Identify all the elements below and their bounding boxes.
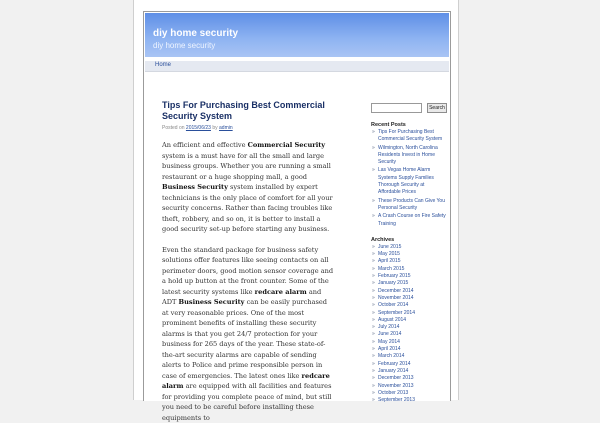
bullet-icon: »: [372, 266, 375, 273]
nav-home-link[interactable]: Home: [155, 62, 171, 68]
bullet-icon: »: [372, 280, 375, 287]
archive-link[interactable]: April 2015: [378, 258, 401, 264]
bullet-icon: »: [372, 244, 375, 251]
post-text: An efficient and effective: [162, 141, 248, 149]
list-item: [371, 244, 447, 251]
list-item: [371, 198, 447, 214]
list-item: [371, 397, 447, 404]
list-item: [371, 273, 447, 280]
bullet-icon: »: [372, 324, 375, 331]
post-text: can be easily purchased at very reasonable prices. One of the most prominent benefits of installing these security alarms is that you get 24/7 protection for your business for 265 days of the year. These state-of-the-art security alarms are capable of sending alerts to Police and prime responsible person in case of emergencies. The latest ones like: [162, 298, 327, 380]
bullet-icon: »: [372, 129, 375, 136]
main-content: [162, 100, 334, 423]
page-column: [133, 0, 459, 400]
bullet-icon: »: [372, 273, 375, 280]
archive-link[interactable]: August 2014: [378, 317, 406, 323]
post-text: system installed by expert technicians is the only place of comfort for all your security concerns. Rather than facing troubles like theft, robbery, and so on, it is better to install a good security set-up before starting any business.: [162, 183, 333, 233]
list-item: [371, 310, 447, 317]
list-item: [371, 390, 447, 397]
archive-link[interactable]: March 2015: [378, 266, 404, 272]
sidebar: [371, 103, 447, 404]
list-item: [371, 266, 447, 273]
recent-post-link[interactable]: Wilmington, North Carolina Residents Invest in Home Security: [378, 145, 438, 166]
site-header: [145, 13, 449, 57]
list-item: [371, 302, 447, 309]
list-item: [371, 167, 447, 197]
list-item: [371, 375, 447, 382]
bullet-icon: »: [372, 390, 375, 397]
list-item: [371, 353, 447, 360]
post-date-link[interactable]: 2015/06/23: [186, 125, 211, 131]
post-meta-by: by: [212, 125, 217, 131]
bullet-icon: »: [372, 353, 375, 360]
keyword-link[interactable]: redcare alarm: [162, 372, 330, 391]
bullet-icon: »: [372, 331, 375, 338]
archives-list: [371, 244, 447, 405]
keyword-link[interactable]: Business Security: [179, 298, 245, 306]
bullet-icon: »: [372, 288, 375, 295]
search-button[interactable]: Search: [427, 103, 447, 113]
bullet-icon: »: [372, 258, 375, 265]
post-text: and ADT: [162, 288, 321, 307]
list-item: [371, 258, 447, 265]
bullet-icon: »: [372, 167, 375, 174]
archive-link[interactable]: November 2013: [378, 383, 414, 389]
post-meta: [162, 125, 334, 131]
archive-link[interactable]: December 2014: [378, 288, 414, 294]
bullet-icon: »: [372, 295, 375, 302]
list-item: [371, 346, 447, 353]
list-item: [371, 383, 447, 390]
search-form: [371, 103, 447, 113]
archive-link[interactable]: May 2015: [378, 251, 400, 257]
keyword-link[interactable]: Business Security: [162, 183, 228, 191]
list-item: [371, 295, 447, 302]
recent-posts-list: [371, 129, 447, 229]
post-text: system is a must have for all the small and large business groups. Whether you are running a small restaurant or a huge shopping mall, a good: [162, 152, 331, 181]
bullet-icon: »: [372, 375, 375, 382]
bullet-icon: »: [372, 145, 375, 152]
list-item: [371, 361, 447, 368]
bullet-icon: »: [372, 361, 375, 368]
archive-link[interactable]: June 2015: [378, 244, 401, 250]
list-item: [371, 213, 447, 229]
archive-link[interactable]: February 2015: [378, 273, 411, 279]
archive-link[interactable]: February 2014: [378, 361, 411, 367]
bullet-icon: »: [372, 213, 375, 220]
archive-link[interactable]: May 2014: [378, 339, 400, 345]
post-title[interactable]: Tips For Purchasing Best Commercial Security System: [162, 100, 334, 122]
bullet-icon: »: [372, 339, 375, 346]
list-item: [371, 251, 447, 258]
archive-link[interactable]: September 2013: [378, 397, 415, 403]
post-paragraph: [162, 245, 334, 423]
bullet-icon: »: [372, 317, 375, 324]
bullet-icon: »: [372, 346, 375, 353]
archive-link[interactable]: June 2014: [378, 331, 401, 337]
keyword-link[interactable]: redcare alarm: [255, 288, 307, 296]
site-description: diy home security: [153, 41, 215, 50]
archive-link[interactable]: March 2014: [378, 353, 404, 359]
page-frame: [143, 11, 451, 401]
archive-link[interactable]: January 2015: [378, 280, 408, 286]
recent-posts-title: Recent Posts: [371, 122, 447, 129]
post-text: are equipped with all facilities and features for providing you complete peace of mind, but still you need to be careful before installing these equipments to: [162, 382, 331, 422]
bullet-icon: »: [372, 198, 375, 205]
archive-link[interactable]: September 2014: [378, 310, 415, 316]
archive-link[interactable]: April 2014: [378, 346, 401, 352]
post-author-link[interactable]: admin: [219, 125, 233, 131]
list-item: [371, 280, 447, 287]
bullet-icon: »: [372, 368, 375, 375]
archive-link[interactable]: December 2013: [378, 375, 414, 381]
post-paragraph: [162, 140, 334, 235]
post-meta-prefix: Posted on: [162, 125, 185, 131]
list-item: [371, 339, 447, 346]
list-item: [371, 145, 447, 168]
archive-link[interactable]: November 2014: [378, 295, 414, 301]
bullet-icon: »: [372, 397, 375, 404]
nav-bar: [145, 61, 449, 72]
archive-link[interactable]: October 2013: [378, 390, 408, 396]
keyword-link[interactable]: Commercial Security: [248, 141, 325, 149]
site-title[interactable]: diy home security: [153, 28, 238, 39]
recent-post-link[interactable]: Tips For Purchasing Best Commercial Security System: [378, 129, 442, 142]
list-item: [371, 331, 447, 338]
archive-link[interactable]: July 2014: [378, 324, 399, 330]
list-item: [371, 288, 447, 295]
post-text: Even the standard package for business safety solutions offer features like seeing contacts on all perimeter doors, good motion sensor coverage and a hold up button at the front counter. Some of the latest security systems like: [162, 246, 333, 296]
bullet-icon: »: [372, 251, 375, 258]
list-item: [371, 129, 447, 145]
archive-link[interactable]: January 2014: [378, 368, 408, 374]
bullet-icon: »: [372, 383, 375, 390]
list-item: [371, 368, 447, 375]
list-item: [371, 324, 447, 331]
list-item: [371, 317, 447, 324]
bullet-icon: »: [372, 302, 375, 309]
search-input[interactable]: [371, 103, 422, 113]
archive-link[interactable]: October 2014: [378, 302, 408, 308]
recent-post-link[interactable]: Las Vegas Home Alarm Systems Supply Families Thorough Security at Affordable Prices: [378, 167, 434, 195]
archives-title: Archives: [371, 237, 447, 244]
recent-post-link[interactable]: A Crash Course on Fire Safety Training: [378, 213, 446, 226]
recent-post-link[interactable]: These Products Can Give You Personal Security: [378, 198, 445, 211]
bullet-icon: »: [372, 310, 375, 317]
